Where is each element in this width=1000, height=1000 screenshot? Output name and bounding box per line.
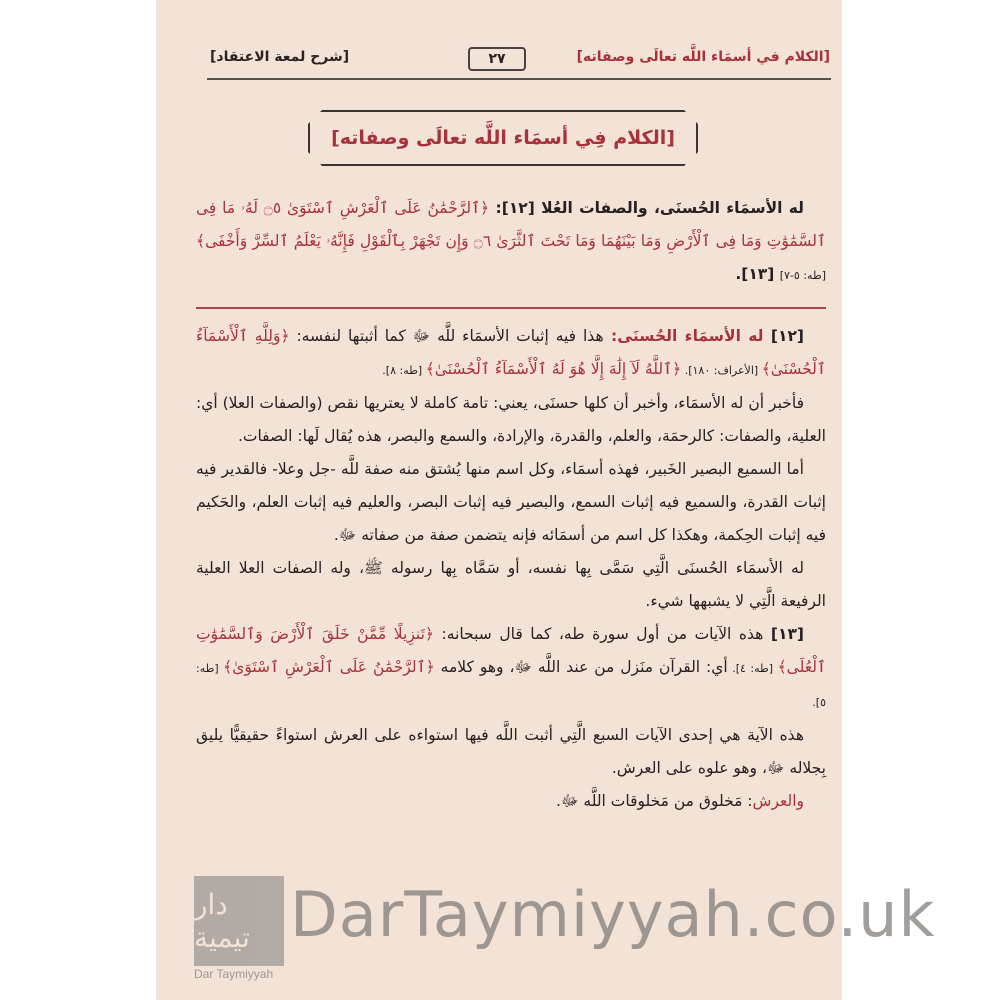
- note-13: [196, 618, 826, 719]
- paragraph-4: هذه الآية هي إحدى الآيات السبع الَّتِي أثبت اللَّه فيها استواءه على العرش استواءً حقيقيًّا يليق بِجلاله ﷻ، وهو علوه على العرش.: [196, 726, 826, 777]
- paragraph-5-term: والعرش: [752, 792, 804, 810]
- note-12-heading: له الأسمَاء الحُسنَى:: [603, 327, 771, 345]
- matn-note-marker: [١٣].: [735, 265, 780, 283]
- section-title: [الكلام فِي أسمَاء اللَّه تعالَى وصفاته]: [331, 127, 675, 149]
- note-13-marker: [١٣]: [770, 625, 805, 643]
- paragraph-3: له الأسمَاء الحُسنَى الَّتِي سَمَّى بِها نفسه، أو سَمَّاه بِها رسوله ﷺ، وله الصفات العلا العلية الرفيعة الَّتِي لا يشبهها شيء.: [196, 559, 826, 610]
- note-12-ref-1: [الأعراف: ١٨٠].: [681, 364, 762, 377]
- paragraph-5: [196, 785, 826, 818]
- note-13-text-1: هذه الآيات من أول سورة طه، كما قال سبحانه:: [433, 625, 771, 643]
- paragraph-1: فأخبر أن له الأسمَاء، وأخبر أن كلها حسنَى، يعني: تامة كاملة لا يعتريها نقص (والصفات العلا) أي: العلية، والصفات: كالرحمَة، والعلم، والقدرة، والإرادة، والسمع والبصر، هذه يُقال لَها: الصفات.: [196, 394, 826, 445]
- commentary-block: [196, 320, 826, 818]
- paragraph-2: أما السميع البصير الخَبير، فهذه أسمَاء، وكل اسم منها يُشتق منه صفة للَّه -جل وعلا- فالقدير فيه إثبات القدرة، والسميع فيه إثبات السمع، والبصير فيه إثبات البصر، والعليم فيه إثبات العلم، والحَكيم فيه إثبات الحِكمة، وهكذا كل اسم من أسمَائه فإنه يتضمن صفة من صفاته ﷻ.: [196, 460, 826, 544]
- header-divider: [207, 78, 831, 80]
- watermark-text: DarTaymiyyah.co.uk: [290, 878, 936, 951]
- note-13-ref-1: [طه: ٤].: [727, 662, 778, 675]
- page-number: ٢٧: [468, 47, 526, 71]
- running-book-title: [شرح لمعة الاعتقاد]: [210, 49, 350, 65]
- matn-commentary-divider: [196, 307, 826, 309]
- note-12-quran-1: ﴿وَلِلَّهِ ٱلْأَسْمَآءُ ٱلْحُسْنَىٰ﴾: [196, 327, 826, 378]
- note-13-quran-1: ﴿تَنزِيلًا مِّمَّنْ خَلَقَ ٱلْأَرْضَ وَٱلسَّمَٰوَٰتِ ٱلْعُلَى﴾: [196, 625, 826, 676]
- note-12-marker: [١٢]: [770, 327, 804, 345]
- note-13-quran-2: ﴿ٱلرَّحْمَٰنُ عَلَى ٱلْعَرْشِ ٱسْتَوَىٰ﴾: [223, 658, 435, 676]
- matn-lead: له الأسمَاء الحُسنَى، والصفات العُلا [١٢]:: [489, 199, 805, 217]
- matn-block: [196, 192, 826, 292]
- matn-ref: [طه: ٥-٧]: [779, 269, 826, 282]
- note-12: [196, 320, 826, 387]
- paragraph-5-text: : مَخلوق من مَخلوقات اللَّه ﷻ.: [556, 792, 753, 810]
- running-chapter-title: [الكلام في أسمَاء اللَّه تعالَى وصفاته]: [576, 49, 830, 65]
- note-12-quran-2: ﴿ٱللَّهُ لَآ إِلَٰهَ إِلَّا هُوَ لَهُ ٱلْأَسْمَآءُ ٱلْحُسْنَىٰ﴾: [425, 360, 682, 378]
- note-13-ref-2: [طه: ٥].: [196, 662, 826, 709]
- dar-taymiyyah-logo: دار تيمية: [194, 876, 284, 966]
- note-13-text-2: أي: القرآن منَزل من عند اللَّه ﷻ، وهو كلامه: [434, 658, 728, 676]
- note-12-text: هذا فيه إثبات الأسمَاء للَّه ﷻ كما أثبتها لنفسه:: [289, 327, 604, 345]
- matn-quran: ﴿ٱلرَّحْمَٰنُ عَلَى ٱلْعَرْشِ ٱسْتَوَىٰ ۝٥ لَهُۥ مَا فِى ٱلسَّمَٰوَٰتِ وَمَا فِى ٱلْأَرْضِ وَمَا بَيْنَهُمَا وَمَا تَحْتَ ٱلثَّرَىٰ ۝٦ وَإِن تَجْهَرْ بِٱلْقَوْلِ فَإِنَّهُۥ يَعْلَمُ ٱلسِّرَّ وَأَخْفَى﴾: [196, 199, 826, 250]
- logo-caption: Dar Taymiyyah: [194, 967, 274, 981]
- note-12-ref-2: [طه: ٨].: [382, 364, 426, 377]
